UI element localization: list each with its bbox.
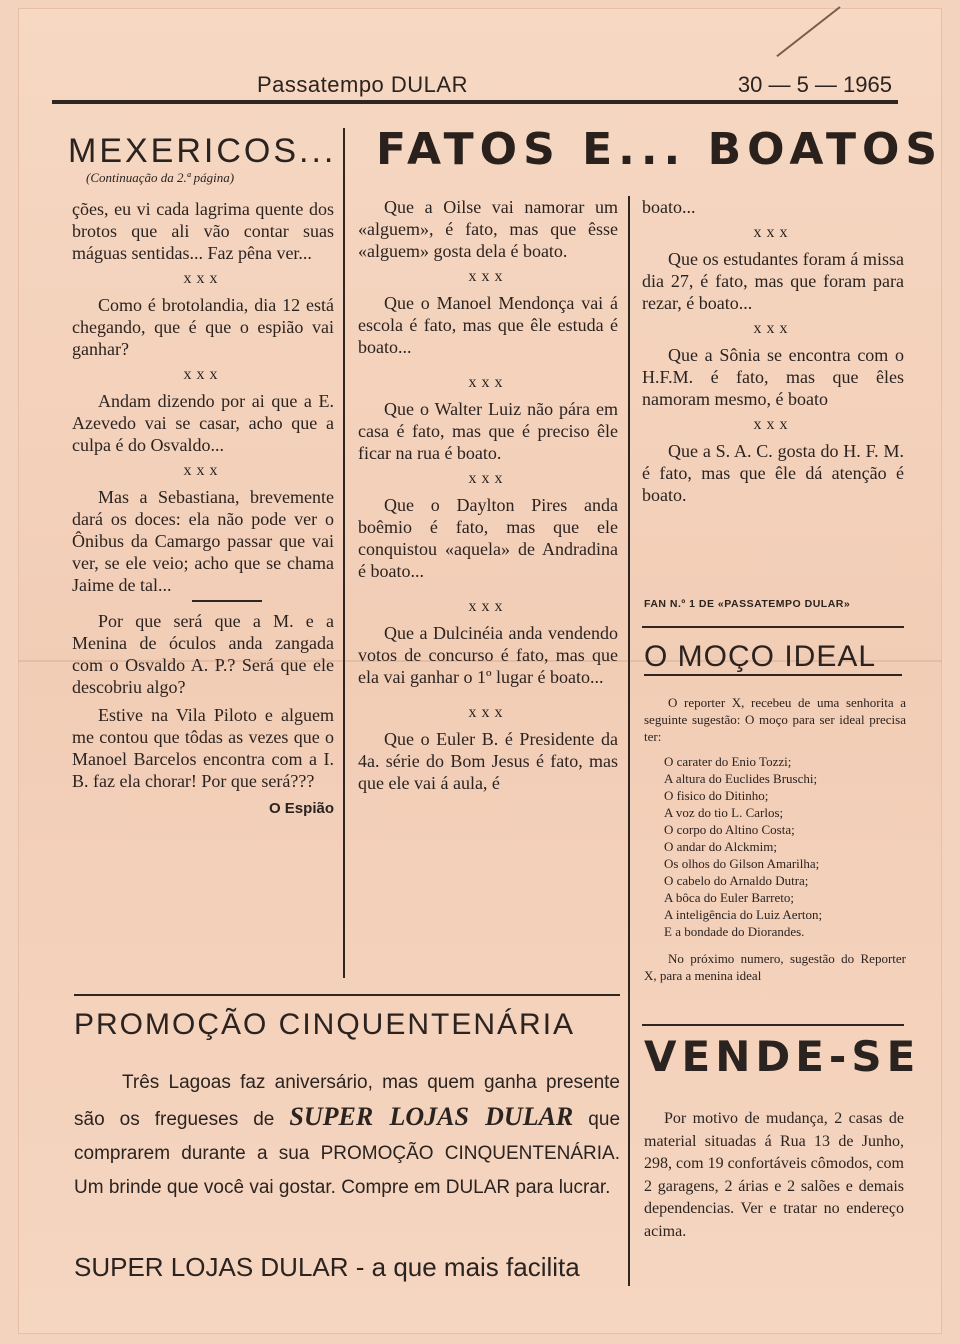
fatos-item: Que a Dulcinéia anda vendendo votos de concurso é fato, mas que ela vai ganhar o 1º lugar é boato... (358, 623, 618, 687)
promo-slogan: SUPER LOJAS DULAR - a que mais facilita (74, 1252, 580, 1282)
moco-ideal-article (644, 694, 906, 984)
list-item: A bôca do Euler Barreto; (664, 890, 794, 905)
mexericos-title: MEXERICOS... (68, 132, 337, 170)
list-item: E a bondade do Diorandes. (664, 924, 805, 939)
separator: xxx (468, 704, 508, 721)
section-rule (74, 994, 620, 996)
separator: xxx (468, 374, 508, 391)
short-divider (192, 600, 262, 602)
header-rule (52, 100, 898, 104)
moco-note: No próximo numero, sugestão do Reporter X, para a menina ideal (644, 951, 906, 983)
vende-se-text: Por motivo de mudança, 2 casas de material situadas á Rua 13 de Junho, 298, com 19 confortáveis cômodos, com 2 garagens, 2 árias e 2 salões e demais dependencias. Ver e tratar no endereço acima. (644, 1110, 904, 1240)
list-item: A altura do Euclides Bruschi; (664, 771, 818, 786)
fatos-column-right (642, 196, 904, 508)
publication-name: Passatempo DULAR (257, 72, 468, 97)
promo-body (74, 1066, 620, 1205)
mexericos-paragraph: Por que será que a M. e a Menina de óculos anda zangada com o Osvaldo A. P.? Será que ele descobriu algo? (72, 611, 334, 697)
mexericos-signature: O Espião (268, 800, 334, 817)
separator: xxx (468, 598, 508, 615)
moco-title-underline (644, 674, 902, 676)
fan-credit: FAN N.º 1 DE «PASSATEMPO DULAR» (644, 598, 851, 610)
mexericos-column (72, 198, 334, 820)
fatos-item: Que o Walter Luiz não pára em casa é fato, mas que é preciso êle ficar na rua é boato. (358, 399, 618, 463)
fatos-item: Que a Sônia se encontra com o H.F.M. é fato, mas que êles namoram mesmo, é boato (642, 345, 904, 409)
fatos-column-left (358, 196, 618, 796)
fatos-item: Que a S. A. C. gosta do H. F. M. é fato, mas que êle dá atenção é boato. (642, 441, 904, 505)
separator: xxx (183, 270, 223, 287)
fatos-item: Que o Manoel Mendonça vai á escola é fato, mas que êle estuda é boato... (358, 293, 618, 357)
promo-brand: SUPER LOJAS DULAR (289, 1102, 574, 1131)
fatos-item: Que a Oilse vai namorar um «alguem», é fato, mas que êsse «alguem» gosta dela é boato. (358, 197, 618, 261)
vende-se-title: VENDE-SE (644, 1032, 921, 1081)
fatos-item: Que o Euler B. é Presidente da 4a. série do Bom Jesus é fato, mas que ele vai á aula, é (358, 729, 618, 793)
separator: xxx (753, 416, 793, 433)
list-item: O carater do Enio Tozzi; (664, 754, 792, 769)
moco-ideal-title: O MOÇO IDEAL (644, 640, 877, 673)
column-divider-1 (343, 128, 345, 978)
separator: xxx (468, 268, 508, 285)
list-item: O cabelo do Arnaldo Dutra; (664, 873, 809, 888)
separator: xxx (753, 320, 793, 337)
list-item: A inteligência do Luiz Aerton; (664, 907, 823, 922)
list-item: O corpo do Altino Costa; (664, 822, 795, 837)
list-item: O fisico do Ditinho; (664, 788, 769, 803)
moco-intro: O reporter X, recebeu de uma senhorita a seguinte sugestão: O moço para ser ideal precisa ter: (644, 695, 906, 744)
separator: xxx (468, 470, 508, 487)
mexericos-paragraph: Estive na Vila Piloto e alguem me contou que tôdas as vezes que o Manoel Barcelos encontra com a I. B. faz ela chorar! Por que será??? (72, 705, 334, 791)
promo-title: PROMOÇÃO CINQUENTENÁRIA (74, 1008, 576, 1041)
mexericos-paragraph: Mas a Sebastiana, brevemente dará os doces: ela não pode ver o Ônibus da Camargo passar que vai ver, se ele veio; acho que se chama Jaime de tal... (72, 487, 334, 595)
vende-se-ad (644, 1108, 904, 1243)
list-item: A voz do tio L. Carlos; (664, 805, 784, 820)
fatos-item-continuation: boato... (642, 197, 696, 217)
separator: xxx (183, 366, 223, 383)
fatos-boatos-title: FATOS E... BOATOS (376, 124, 944, 175)
promo-text-2: que comprarem durante a sua PROMOÇÃO CINQUENTENÁRIA. Um brinde que você vai gostar. Compre em DULAR para lucrar. (74, 1109, 621, 1198)
fatos-item: Que o Daylton Pires anda boêmio é fato, mas que ele conquistou «aquela» de Andradina é boato... (358, 495, 618, 581)
separator: xxx (183, 462, 223, 479)
fatos-item: Que os estudantes foram á missa dia 27, é fato, mas que foram para rezar, é boato... (642, 249, 904, 313)
promo-text-1: Três Lagoas faz aniversário, mas quem ganha presente são os fregueses de (74, 1072, 620, 1130)
section-rule (642, 626, 904, 628)
issue-date: 30 — 5 — 1965 (737, 72, 892, 97)
mexericos-paragraph: Andam dizendo por ai que a E. Azevedo vai se casar, acho que a culpa é do Osvaldo... (72, 391, 334, 455)
separator: xxx (753, 224, 793, 241)
column-divider-2 (628, 196, 630, 1286)
moco-traits-list (664, 753, 906, 940)
mexericos-paragraph: Como é brotolandia, dia 12 está chegando, que é que o espião vai ganhar? (72, 295, 334, 359)
list-item: O andar do Alckmim; (664, 839, 778, 854)
mexericos-paragraph: ções, eu vi cada lagrima quente dos brotos que ali vão contar suas máguas sentidas... Faz pêna ver... (72, 199, 334, 263)
mexericos-continuation: (Continuação da 2.ª página) (86, 170, 235, 185)
page-header (52, 66, 902, 100)
list-item: Os olhos do Gilson Amarilha; (664, 856, 820, 871)
section-rule (642, 1024, 904, 1026)
